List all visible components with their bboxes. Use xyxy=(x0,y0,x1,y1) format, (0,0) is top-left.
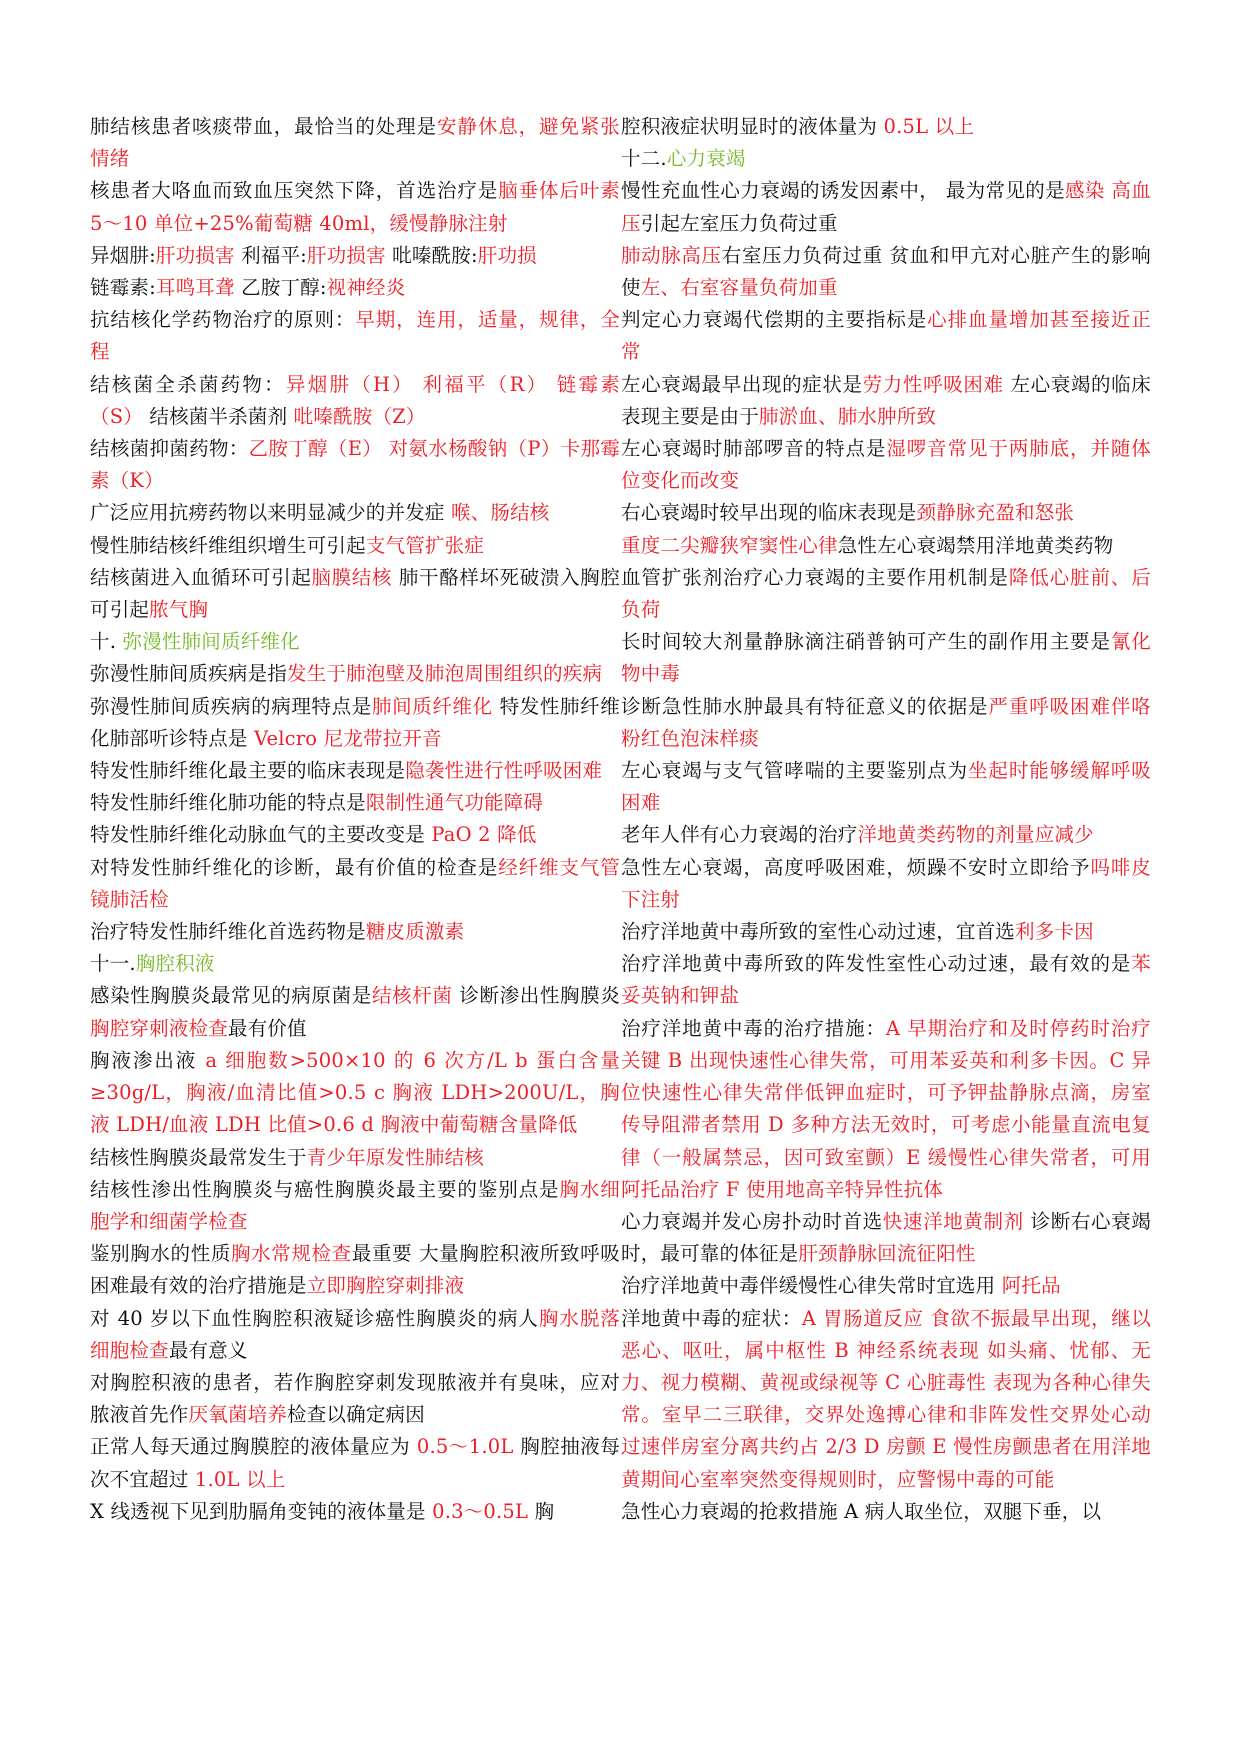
highlighted-answer: 0.5～1.0L xyxy=(416,1435,514,1459)
highlighted-answer: 感染 xyxy=(1065,179,1105,203)
question-text: 特发性肺纤维化肺部听诊特点是 xyxy=(90,694,620,750)
highlighted-answer: 肝颈静脉回流征阳性 xyxy=(798,1242,976,1266)
question-text: 肺干酪样坏死破溃入胸腔可引起 xyxy=(90,565,620,622)
highlighted-answer: 快速洋地黄制剂 xyxy=(882,1209,1024,1233)
question-text: 右心衰竭时较早出现的临床表现是 xyxy=(621,501,917,525)
paragraph xyxy=(90,240,620,272)
question-text: 左心衰竭与支气管哮喘的主要鉴别点为 xyxy=(621,759,968,783)
paragraph xyxy=(90,819,620,851)
highlighted-answer: 苯妥英钠和钾盐 xyxy=(621,952,1151,1008)
paragraph xyxy=(621,530,1151,562)
paragraph xyxy=(621,304,1151,368)
paragraph xyxy=(621,852,1151,916)
paragraph xyxy=(90,562,620,626)
paragraph xyxy=(90,852,620,916)
question-text: 核患者大咯血而致血压突然下降，首选治疗是 xyxy=(90,179,499,203)
paragraph xyxy=(90,1431,620,1495)
highlighted-answer: 安静休息，避免紧张情绪 xyxy=(90,115,620,171)
paragraph xyxy=(621,369,1151,433)
highlighted-answer: 0.5L 以上 xyxy=(883,115,975,138)
question-text: 弥漫性肺间质疾病是指 xyxy=(90,662,288,686)
paragraph xyxy=(621,755,1151,819)
paragraph xyxy=(621,691,1151,755)
paragraph xyxy=(90,916,620,948)
paragraph xyxy=(621,111,1151,143)
highlighted-answer: 隐袭性进行性呼吸困难 xyxy=(405,759,603,783)
paragraph xyxy=(90,1367,620,1431)
highlighted-answer: 利多卡因 xyxy=(1015,920,1094,944)
question-text: 血管扩张剂治疗心力衰竭的主要作用机制是 xyxy=(621,565,1009,589)
highlighted-answer: 糖皮质激素 xyxy=(365,920,465,944)
highlighted-answer: 脑垂体后叶素 5～10 单位+25%葡萄糖 40ml，缓慢静脉注射 xyxy=(90,179,620,235)
right-column xyxy=(621,111,1151,1528)
paragraph xyxy=(621,433,1151,497)
highlighted-answer: 颈静脉充盈和怒张 xyxy=(916,501,1075,525)
question-text: 结核菌全杀菌药物： xyxy=(90,372,286,396)
question-text: 慢性肺结核纤维组织增生可引起 xyxy=(90,533,366,557)
paragraph xyxy=(90,1238,620,1302)
highlighted-answer: 肺淤血、肺水肿所致 xyxy=(758,404,937,428)
question-text: 最有价值 xyxy=(227,1016,307,1040)
question-text: 右室压力负荷过重 贫血和甲亢对心脏产生的影响使 xyxy=(621,243,1151,300)
highlighted-answer: 高血压 xyxy=(621,179,1151,235)
highlighted-answer: 洋地黄类药物的剂量应减少 xyxy=(857,823,1094,847)
question-text: 胸 xyxy=(528,1499,555,1523)
highlighted-answer: 胸水常规检查 xyxy=(230,1242,352,1266)
paragraph xyxy=(621,916,1151,948)
question-text: 十二. xyxy=(621,147,667,171)
question-text: 结核菌半杀菌剂 xyxy=(142,404,294,428)
highlighted-answer: 肝功损 xyxy=(477,243,537,267)
question-text: 结核菌抑菌药物： xyxy=(90,437,249,461)
question-text: 对 40 岁以下血性胸腔积液疑诊癌性胸膜炎的病人 xyxy=(90,1306,539,1330)
paragraph xyxy=(90,626,620,658)
highlighted-answer: Velcro 尼龙带拉开音 xyxy=(254,726,442,750)
question-text: 老年人伴有心力衰竭的治疗 xyxy=(621,823,858,847)
question-text: 急性左心衰竭禁用洋地黄类药物 xyxy=(837,533,1114,557)
question-text: 左心衰竭最早出现的症状是 xyxy=(621,372,863,396)
question-text: 十. xyxy=(90,630,123,654)
highlighted-answer: 重度二尖瓣狭窄窦性心律 xyxy=(621,533,838,557)
question-text: 治疗洋地黄中毒所致的阵发性室性心动过速，最有效的是 xyxy=(621,952,1132,976)
question-text: 引起左室压力负荷过重 xyxy=(640,211,838,235)
question-text: 检查以确定病因 xyxy=(287,1403,425,1427)
paragraph xyxy=(90,691,620,755)
paragraph xyxy=(621,1303,1151,1496)
paragraph xyxy=(90,433,620,497)
question-text: 结核性渗出性胸膜炎与癌性胸膜炎最主要的鉴别点是 xyxy=(90,1177,560,1201)
section-heading: 弥漫性肺间质纤维化 xyxy=(122,630,300,654)
highlighted-answer: 肺间质纤维化 xyxy=(371,694,493,718)
question-text: 治疗洋地黄中毒伴缓慢性心律失常时宜选用 xyxy=(621,1274,1002,1298)
question-text: 心力衰竭并发心房扑动时首选 xyxy=(621,1209,883,1233)
question-text: 十一. xyxy=(90,952,136,976)
question-text: 鉴别胸水的性质 xyxy=(90,1242,231,1266)
question-text: 急性心力衰竭的抢救措施 A 病人取坐位，双腿下垂，以 xyxy=(621,1499,1102,1523)
paragraph xyxy=(90,948,620,980)
paragraph xyxy=(90,1174,620,1238)
highlighted-answer: 肝功损害 xyxy=(306,243,386,267)
highlighted-answer: 胸水脱落细胞检查 xyxy=(90,1306,620,1362)
highlighted-answer: 湿啰音常见于两肺底，并随体位变化而改变 xyxy=(621,437,1151,493)
highlighted-answer: 劳力性呼吸困难 xyxy=(862,372,1004,396)
section-heading: 心力衰竭 xyxy=(666,147,746,171)
question-text: 吡嗪酰胺: xyxy=(385,243,478,267)
question-text: 感染性胸膜炎最常见的病原菌是 xyxy=(90,984,372,1008)
question-text: 特发性肺纤维化肺功能的特点是 xyxy=(90,791,366,815)
question-text: 左心衰竭的临床表现主要是由于 xyxy=(621,372,1151,428)
question-text: 最有意义 xyxy=(168,1338,248,1362)
question-text: 特发性肺纤维化动脉血气的主要改变是 xyxy=(90,823,432,847)
section-heading: 胸腔积液 xyxy=(135,952,215,976)
highlighted-answer: 氰化物中毒 xyxy=(621,630,1151,686)
question-text: 慢性充血性心力衰竭的诱发因素中， 最为常见的是 xyxy=(621,179,1066,203)
question-text: 诊断急性肺水肿最具有特征意义的依据是 xyxy=(621,694,989,718)
question-text: 胸腔抽液每次不宜超过 xyxy=(90,1435,621,1491)
paragraph xyxy=(90,369,620,433)
question-text: 治疗洋地黄中毒所致的室性心动过速，宜首选 xyxy=(621,920,1016,944)
question-text: 弥漫性肺间质疾病的病理特点是 xyxy=(90,694,372,718)
question-text: 治疗特发性肺纤维化首选药物是 xyxy=(90,920,366,944)
paragraph xyxy=(621,819,1151,851)
question-text: 急性左心衰竭，高度呼吸困难，烦躁不安时立即给予 xyxy=(621,855,1091,879)
paragraph xyxy=(90,304,620,368)
highlighted-answer: 喉、肠结核 xyxy=(451,501,550,525)
highlighted-answer: 异烟肼（H） 利福平（R） 链霉素（S） xyxy=(90,372,620,428)
highlighted-answer: 肝功损害 xyxy=(155,243,235,267)
highlighted-answer: 厌氧菌培养 xyxy=(188,1403,288,1427)
question-text: 肺结核患者咳痰带血，最恰当的处理是 xyxy=(90,115,437,138)
paragraph xyxy=(621,143,1151,175)
highlighted-answer: 限制性通气功能障碍 xyxy=(365,791,544,815)
paragraph xyxy=(90,1045,620,1142)
question-text: 正常人每天通过胸膜腔的液体量应为 xyxy=(90,1435,417,1459)
highlighted-answer: 吡嗪酰胺（Z） xyxy=(293,404,426,428)
paragraph xyxy=(621,1206,1151,1270)
question-text: 腔积液症状明显时的液体量为 xyxy=(621,115,884,138)
paragraph xyxy=(90,175,620,239)
question-text: 判定心力衰竭代偿期的主要指标是 xyxy=(621,308,928,332)
highlighted-answer: 降低心脏前、后负荷 xyxy=(621,565,1151,622)
paragraph xyxy=(90,658,620,690)
question-text: 广泛应用抗痨药物以来明显减少的并发症 xyxy=(90,501,451,525)
question-text: X 线透视下见到肋膈角变钝的液体量是 xyxy=(90,1499,433,1523)
question-text: 异烟肼: xyxy=(90,243,156,267)
highlighted-answer: a 细胞数>500×10 的 6 次方/L b 蛋白含量≥30g/L，胸液/血清比值>0.5 c 胸液 LDH>200U/L，胸液 LDH/血液 LDH 比值>0.6 d 胸液中葡萄糖含量降低 xyxy=(90,1048,620,1137)
highlighted-answer: 耳鸣耳聋 xyxy=(155,276,235,300)
highlighted-answer: 阿托品 xyxy=(1001,1274,1061,1298)
question-text: 特发性肺纤维化最主要的临床表现是 xyxy=(90,759,406,783)
paragraph xyxy=(621,497,1151,529)
highlighted-answer: 经纤维支气管镜肺活检 xyxy=(90,855,620,911)
paragraph xyxy=(90,755,620,787)
question-text: 治疗洋地黄中毒的治疗措施： xyxy=(621,1016,886,1040)
highlighted-answer: 脑膜结核 xyxy=(311,565,393,589)
highlighted-answer: A 胃肠道反应 食欲不振最早出现，继以恶心、呕吐，属中枢性 B 神经系统表现 如头痛、忧郁、无力、视力模糊、黄视或绿视等 C 心脏毒性 表现为各种心律失常。室早二三联律，交界处逸搏心律和非阵发性交界处心动过速伴房室分离共约占 2/3 D 房颤 E 慢性房颤患者在用洋地黄期间心室率突然变得规则时，应警惕中毒的可能 xyxy=(621,1306,1151,1491)
left-column xyxy=(90,111,620,1528)
highlighted-answer: 脓气胸 xyxy=(149,598,209,622)
paragraph xyxy=(621,948,1151,1012)
paragraph xyxy=(90,787,620,819)
question-text: 洋地黄中毒的症状： xyxy=(621,1306,802,1330)
highlighted-answer: 视神经炎 xyxy=(326,276,406,300)
highlighted-answer: 严重呼吸困难伴咯粉红色泡沫样痰 xyxy=(621,694,1151,750)
highlighted-answer: 胸腔穿刺液检查 xyxy=(90,1016,228,1040)
paragraph xyxy=(621,240,1151,304)
question-text: 利福平: xyxy=(234,243,307,267)
highlighted-answer: 结核杆菌 xyxy=(371,984,453,1008)
question-text: 诊断右心衰竭时，最可靠的体征是 xyxy=(621,1209,1151,1266)
highlighted-answer: 乙胺丁醇（E） 对氨水杨酸钠（P）卡那霉素（K） xyxy=(90,437,620,493)
highlighted-answer: 1.0L 以上 xyxy=(194,1467,286,1491)
highlighted-answer: PaO 2 降低 xyxy=(431,823,537,847)
highlighted-answer: A 早期治疗和及时停药时治疗关键 B 出现快速性心律失常，可用苯妥英和利多卡因。C 异位快速性心律失常伴低钾血症时，可予钾盐静脉点滴，房室传导阻滞者禁用 D 多种方法无效时，可考虑小能量直流电复律（一般属禁忌，因可致室颤）E 缓慢性心律失常者，可用阿托品治疗 F 使用地高辛特异性抗体 xyxy=(621,1016,1151,1201)
question-text: 对胸腔积液的患者，若作胸腔穿刺发现脓液并有臭味，应对脓液首先作 xyxy=(90,1370,620,1427)
paragraph xyxy=(90,1142,620,1174)
paragraph xyxy=(90,111,620,175)
paragraph xyxy=(621,1496,1151,1528)
paragraph xyxy=(90,497,620,529)
question-text: 链霉素: xyxy=(90,276,156,300)
question-text: 诊断渗出性胸膜炎 xyxy=(452,984,620,1008)
highlighted-answer: 0.3～0.5L xyxy=(432,1499,529,1523)
question-text: 结核性胸膜炎最常发生于 xyxy=(90,1145,307,1169)
question-text: 胸液渗出液 xyxy=(90,1048,206,1072)
paragraph xyxy=(90,1496,620,1528)
question-text: 左心衰竭时肺部啰音的特点是 xyxy=(621,437,887,461)
highlighted-answer: 左、右室容量负荷加重 xyxy=(640,276,838,300)
paragraph xyxy=(621,175,1151,239)
highlighted-answer: 吗啡皮下注射 xyxy=(621,855,1151,911)
paragraph xyxy=(621,626,1151,690)
paragraph xyxy=(90,1303,620,1367)
question-text: 乙胺丁醇: xyxy=(234,276,327,300)
paragraph xyxy=(621,1013,1151,1206)
question-text: 抗结核化学药物治疗的原则： xyxy=(90,308,356,332)
highlighted-answer: 肺动脉高压 xyxy=(621,243,722,267)
highlighted-answer: 胸水细胞学和细菌学检查 xyxy=(90,1177,620,1233)
question-text: 长时间较大剂量静脉滴注硝普钠可产生的副作用主要是 xyxy=(621,630,1111,654)
highlighted-answer: 发生于肺泡壁及肺泡周围组织的疾病 xyxy=(287,662,603,686)
question-text: 结核菌进入血循环可引起 xyxy=(90,565,312,589)
paragraph xyxy=(90,980,620,1044)
highlighted-answer: 立即胸腔穿刺排液 xyxy=(306,1274,465,1298)
paragraph xyxy=(90,530,620,562)
paragraph xyxy=(621,1270,1151,1302)
paragraph xyxy=(90,272,620,304)
question-text: 最重要 大量胸腔积液所致呼吸困难最有效的治疗措施是 xyxy=(90,1242,621,1298)
highlighted-answer: 支气管扩张症 xyxy=(365,533,485,557)
highlighted-answer: 早期，连用，适量，规律，全程 xyxy=(90,308,620,364)
highlighted-answer: 青少年原发性肺结核 xyxy=(306,1145,485,1169)
question-text: 对特发性肺纤维化的诊断，最有价值的检查是 xyxy=(90,855,499,879)
paragraph xyxy=(621,562,1151,626)
highlighted-answer: 心排血量增加甚至接近正常 xyxy=(621,308,1151,364)
highlighted-answer: 坐起时能够缓解呼吸困难 xyxy=(621,759,1151,815)
